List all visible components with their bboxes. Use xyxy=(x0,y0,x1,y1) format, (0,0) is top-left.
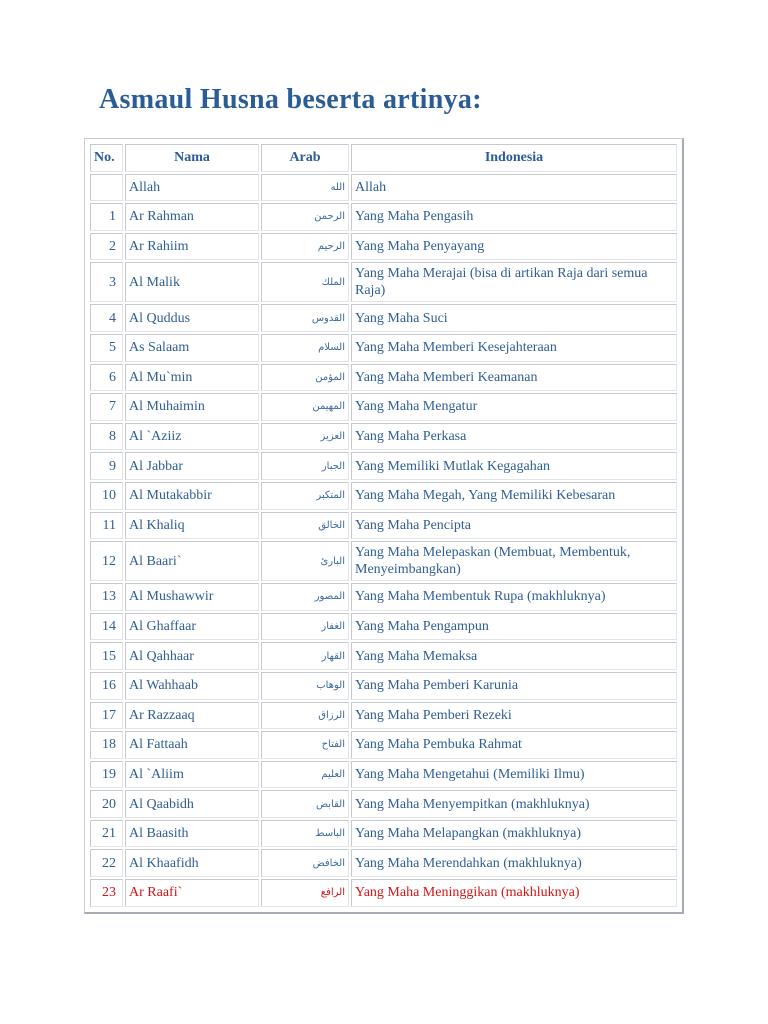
cell-no: 16 xyxy=(90,672,123,700)
table-row xyxy=(90,672,677,700)
table-row xyxy=(90,702,677,730)
cell-no: 7 xyxy=(90,393,123,421)
cell-nama: Allah xyxy=(125,174,259,202)
cell-nama: Al Malik xyxy=(125,262,259,302)
cell-indonesia: Yang Maha Pemberi Karunia xyxy=(351,672,677,700)
cell-no: 3 xyxy=(90,262,123,302)
table-header-row xyxy=(90,144,677,172)
cell-indonesia: Yang Maha Membentuk Rupa (makhluknya) xyxy=(351,583,677,611)
table-row xyxy=(90,731,677,759)
table-row xyxy=(90,364,677,392)
cell-no: 11 xyxy=(90,512,123,540)
cell-indonesia: Yang Maha Penyayang xyxy=(351,233,677,261)
cell-nama: Al Mushawwir xyxy=(125,583,259,611)
cell-arab: القهار xyxy=(261,642,349,670)
cell-arab: المتكبر xyxy=(261,482,349,510)
cell-indonesia: Yang Maha Pengasih xyxy=(351,203,677,231)
table-row xyxy=(90,304,677,332)
cell-nama: Al `Aliim xyxy=(125,761,259,789)
cell-nama: Al Khaafidh xyxy=(125,849,259,877)
cell-arab: الرحمن xyxy=(261,203,349,231)
cell-nama: Al Muhaimin xyxy=(125,393,259,421)
cell-arab: السلام xyxy=(261,334,349,362)
cell-arab: المصور xyxy=(261,583,349,611)
cell-arab: القدوس xyxy=(261,304,349,332)
asmaul-husna-table-frame xyxy=(84,138,684,914)
cell-arab: الغفار xyxy=(261,613,349,641)
cell-indonesia: Yang Maha Melapangkan (makhluknya) xyxy=(351,820,677,848)
cell-nama: Al Mutakabbir xyxy=(125,482,259,510)
cell-nama: Ar Razzaaq xyxy=(125,702,259,730)
cell-no: 12 xyxy=(90,541,123,581)
table-row xyxy=(90,879,677,907)
table-row xyxy=(90,642,677,670)
table-row xyxy=(90,820,677,848)
table-row xyxy=(90,613,677,641)
cell-nama: Al Qahhaar xyxy=(125,642,259,670)
cell-arab: الخالق xyxy=(261,512,349,540)
cell-indonesia: Yang Maha Memberi Kesejahteraan xyxy=(351,334,677,362)
cell-no: 14 xyxy=(90,613,123,641)
cell-no: 8 xyxy=(90,423,123,451)
cell-no: 23 xyxy=(90,879,123,907)
cell-arab: الملك xyxy=(261,262,349,302)
table-row xyxy=(90,583,677,611)
cell-no: 22 xyxy=(90,849,123,877)
cell-nama: Ar Rahman xyxy=(125,203,259,231)
table-row xyxy=(90,790,677,818)
cell-arab: المؤمن xyxy=(261,364,349,392)
header-no: No. xyxy=(90,144,123,172)
cell-no: 20 xyxy=(90,790,123,818)
table-row xyxy=(90,452,677,480)
cell-indonesia: Yang Maha Pembuka Rahmat xyxy=(351,731,677,759)
cell-indonesia: Yang Maha Pemberi Rezeki xyxy=(351,702,677,730)
cell-no: 18 xyxy=(90,731,123,759)
header-nama: Nama xyxy=(125,144,259,172)
cell-arab: الجبار xyxy=(261,452,349,480)
cell-nama: Al Quddus xyxy=(125,304,259,332)
cell-indonesia: Yang Maha Perkasa xyxy=(351,423,677,451)
table-row xyxy=(90,203,677,231)
cell-no: 17 xyxy=(90,702,123,730)
cell-indonesia: Yang Maha Merendahkan (makhluknya) xyxy=(351,849,677,877)
cell-no xyxy=(90,174,123,202)
cell-indonesia: Yang Maha Melepaskan (Membuat, Membentuk, Menyeimbangkan) xyxy=(351,541,677,581)
page-title: Asmaul Husna beserta artinya: xyxy=(99,84,482,115)
cell-indonesia: Allah xyxy=(351,174,677,202)
cell-no: 1 xyxy=(90,203,123,231)
cell-arab: العليم xyxy=(261,761,349,789)
table-row xyxy=(90,393,677,421)
cell-indonesia: Yang Maha Menyempitkan (makhluknya) xyxy=(351,790,677,818)
cell-indonesia: Yang Maha Memaksa xyxy=(351,642,677,670)
header-indonesia: Indonesia xyxy=(351,144,677,172)
table-row xyxy=(90,761,677,789)
cell-indonesia: Yang Maha Memberi Keamanan xyxy=(351,364,677,392)
cell-arab: الرحيم xyxy=(261,233,349,261)
cell-nama: Al Baasith xyxy=(125,820,259,848)
cell-indonesia: Yang Memiliki Mutlak Kegagahan xyxy=(351,452,677,480)
cell-nama: Al Mu`min xyxy=(125,364,259,392)
table-body xyxy=(90,174,677,907)
cell-arab: المهيمن xyxy=(261,393,349,421)
cell-no: 2 xyxy=(90,233,123,261)
table-row xyxy=(90,541,677,581)
cell-nama: Ar Raafi` xyxy=(125,879,259,907)
table-row xyxy=(90,174,677,202)
cell-indonesia: Yang Maha Meninggikan (makhluknya) xyxy=(351,879,677,907)
cell-no: 10 xyxy=(90,482,123,510)
table-row xyxy=(90,233,677,261)
cell-nama: As Salaam xyxy=(125,334,259,362)
cell-indonesia: Yang Maha Mengatur xyxy=(351,393,677,421)
table-row xyxy=(90,512,677,540)
cell-indonesia: Yang Maha Pencipta xyxy=(351,512,677,540)
cell-indonesia: Yang Maha Megah, Yang Memiliki Kebesaran xyxy=(351,482,677,510)
cell-nama: Al Ghaffaar xyxy=(125,613,259,641)
cell-nama: Al Fattaah xyxy=(125,731,259,759)
cell-indonesia: Yang Maha Merajai (bisa di artikan Raja dari semua Raja) xyxy=(351,262,677,302)
cell-arab: الباسط xyxy=(261,820,349,848)
cell-nama: Al `Aziiz xyxy=(125,423,259,451)
cell-arab: العزيز xyxy=(261,423,349,451)
cell-arab: القابض xyxy=(261,790,349,818)
cell-arab: الرافع xyxy=(261,879,349,907)
cell-no: 6 xyxy=(90,364,123,392)
cell-nama: Al Qaabidh xyxy=(125,790,259,818)
cell-arab: الله xyxy=(261,174,349,202)
cell-nama: Al Baari` xyxy=(125,541,259,581)
table-row xyxy=(90,849,677,877)
cell-no: 4 xyxy=(90,304,123,332)
cell-no: 19 xyxy=(90,761,123,789)
cell-arab: الخافض xyxy=(261,849,349,877)
cell-nama: Al Jabbar xyxy=(125,452,259,480)
cell-indonesia: Yang Maha Mengetahui (Memiliki Ilmu) xyxy=(351,761,677,789)
cell-no: 13 xyxy=(90,583,123,611)
cell-no: 21 xyxy=(90,820,123,848)
table-row xyxy=(90,482,677,510)
cell-arab: الوهاب xyxy=(261,672,349,700)
asmaul-husna-table xyxy=(88,142,679,909)
cell-no: 15 xyxy=(90,642,123,670)
cell-no: 9 xyxy=(90,452,123,480)
cell-arab: الفتاح xyxy=(261,731,349,759)
header-arab: Arab xyxy=(261,144,349,172)
cell-no: 5 xyxy=(90,334,123,362)
cell-nama: Al Wahhaab xyxy=(125,672,259,700)
cell-arab: البارئ xyxy=(261,541,349,581)
cell-indonesia: Yang Maha Pengampun xyxy=(351,613,677,641)
cell-nama: Al Khaliq xyxy=(125,512,259,540)
table-row xyxy=(90,423,677,451)
table-row xyxy=(90,262,677,302)
cell-indonesia: Yang Maha Suci xyxy=(351,304,677,332)
table-row xyxy=(90,334,677,362)
cell-arab: الرزاق xyxy=(261,702,349,730)
cell-nama: Ar Rahiim xyxy=(125,233,259,261)
